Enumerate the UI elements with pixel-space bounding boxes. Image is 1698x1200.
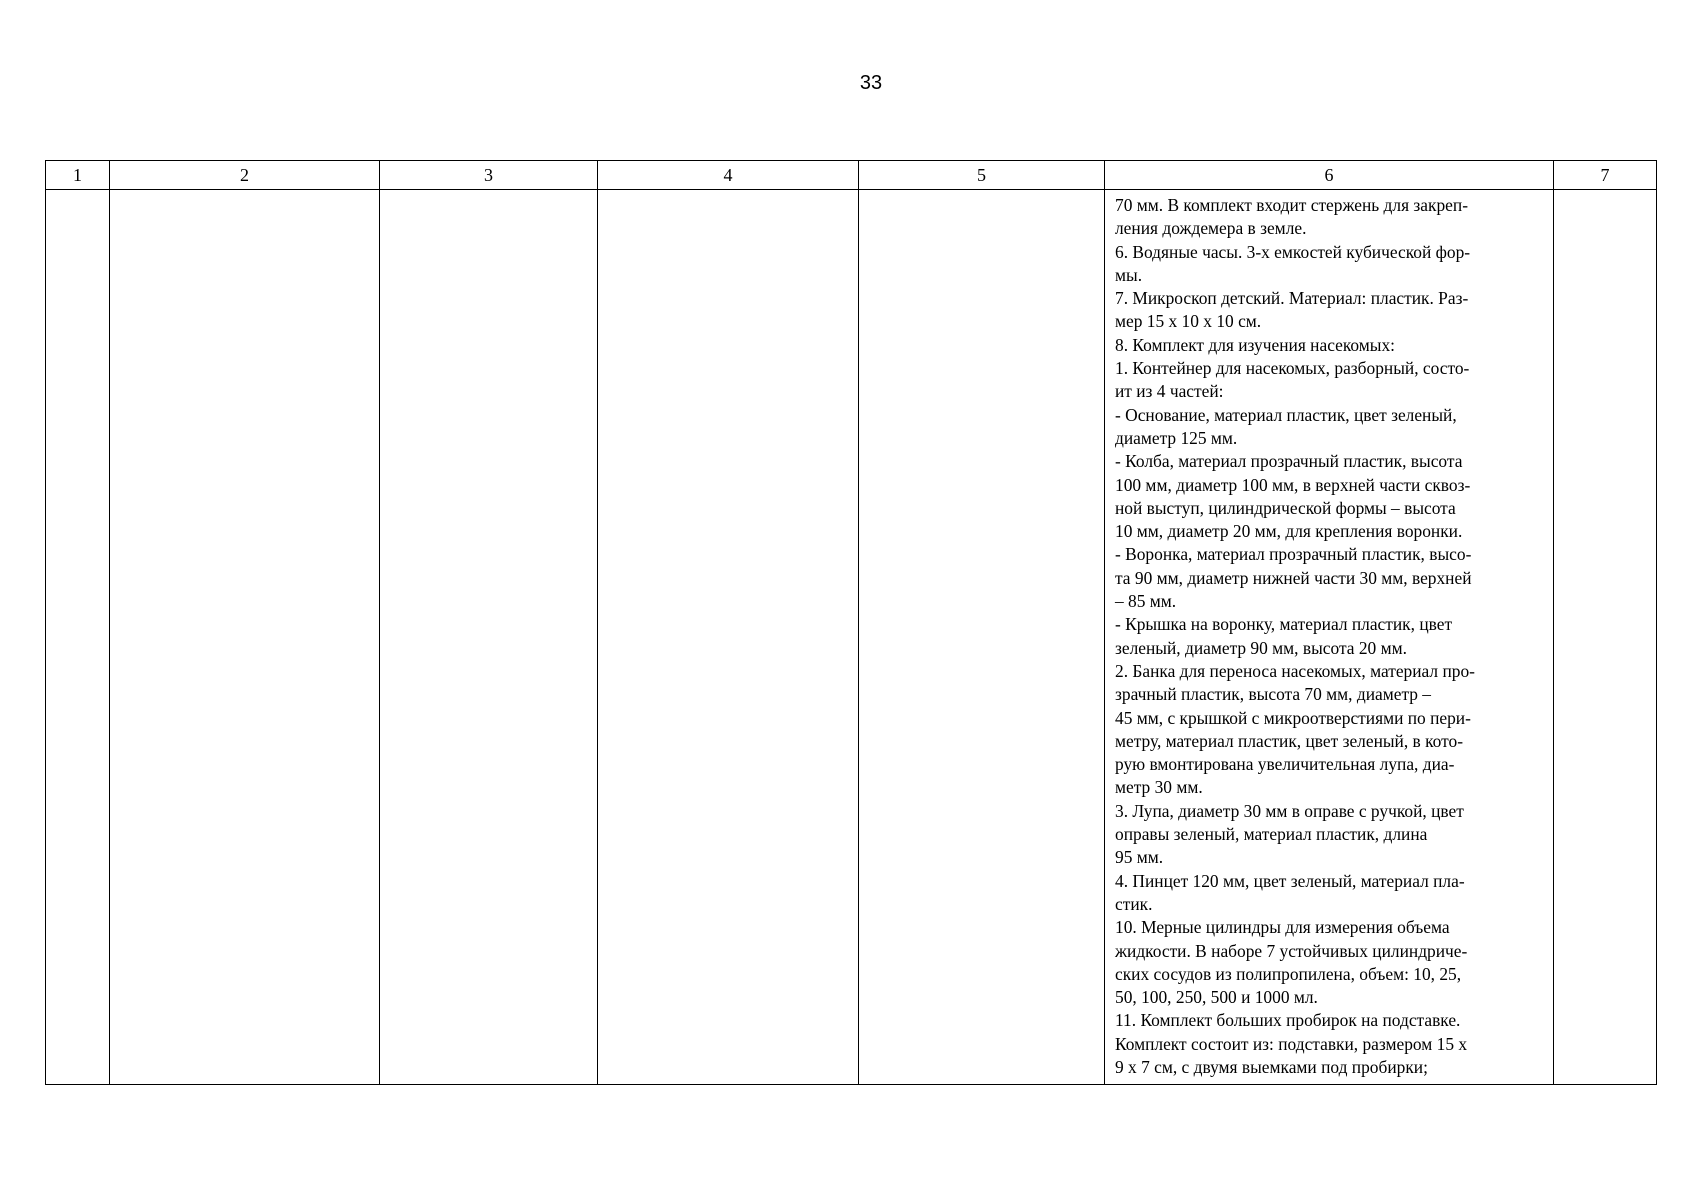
text-line: 45 мм, с крышкой с микроотверстиями по пери- [1115,707,1471,728]
text-line: – 85 мм. [1115,591,1177,612]
column-header-6: 6 [1105,161,1554,190]
cell-col-1 [46,190,110,1085]
text-line: ной выступ, цилиндрической формы – высота [1115,497,1456,518]
cell-col-7 [1554,190,1657,1085]
text-line: - Колба, материал прозрачный пластик, высота [1115,451,1463,472]
text-line: 11. Комплект больших пробирок на подставке. [1115,1010,1461,1031]
text-line: зрачный пластик, высота 70 мм, диаметр – [1115,684,1432,705]
table-header-row [46,161,1657,190]
text-line: мер 15 x 10 x 10 см. [1115,311,1262,332]
text-line: ления дождемера в земле. [1115,218,1307,239]
text-line: 70 мм. В комплект входит стержень для закреп- [1115,195,1468,215]
cell-col-4 [598,190,859,1085]
cell-col-5 [859,190,1105,1085]
text-line: 10. Мерные цилиндры для измерения объема [1115,917,1450,938]
text-line: стик. [1115,893,1153,914]
text-line: жидкости. В наборе 7 устойчивых цилиндриче- [1115,940,1468,961]
text-line: 10 мм, диаметр 20 мм, для крепления воронки. [1115,521,1463,542]
cell-col-6 [1105,190,1554,1085]
text-line: ских сосудов из полипропилена, объем: 10, 25, [1115,963,1462,984]
text-line: 6. Водяные часы. 3-х емкостей кубической фор- [1115,241,1471,262]
text-line: 2. Банка для переноса насекомых, материал про- [1115,660,1475,681]
text-line: та 90 мм, диаметр нижней части 30 мм, верхней [1115,567,1472,588]
text-line: Комплект состоит из: подставки, размером 15 x [1115,1033,1468,1054]
column-header-1: 1 [46,161,110,190]
text-line: ит из 4 частей: [1115,381,1224,402]
text-line: метр 30 мм. [1115,777,1203,798]
specification-table [45,160,1657,1085]
text-line: 50, 100, 250, 500 и 1000 мл. [1115,987,1318,1008]
text-line: 9 x 7 см, с двумя выемками под пробирки; [1115,1056,1428,1077]
text-line: 100 мм, диаметр 100 мм, в верхней части сквоз- [1115,474,1471,495]
text-line: 3. Лупа, диаметр 30 мм в оправе с ручкой, цвет [1115,800,1464,821]
column-header-5: 5 [859,161,1105,190]
cell-col-2 [110,190,380,1085]
cell-col-3 [380,190,598,1085]
text-line: зеленый, диаметр 90 мм, высота 20 мм. [1115,637,1407,658]
text-line: 4. Пинцет 120 мм, цвет зеленый, материал пла- [1115,870,1465,891]
text-line: - Основание, материал пластик, цвет зеленый, [1115,404,1457,425]
text-line: 95 мм. [1115,847,1164,868]
text-line: 7. Микроскоп детский. Материал: пластик. Раз- [1115,288,1469,309]
text-line: 8. Комплект для изучения насекомых: [1115,334,1395,355]
column-header-4: 4 [598,161,859,190]
column-header-2: 2 [110,161,380,190]
column-header-3: 3 [380,161,598,190]
item-description-text [1105,190,1553,1079]
text-line: рую вмонтирована увеличительная лупа, диа- [1115,754,1455,775]
text-line: мы. [1115,264,1143,285]
text-line: диаметр 125 мм. [1115,427,1238,448]
table-row [46,190,1657,1085]
text-line: 1. Контейнер для насекомых, разборный, состо- [1115,358,1470,379]
text-line: оправы зеленый, материал пластик, длина [1115,824,1428,845]
text-line: метру, материал пластик, цвет зеленый, в кото- [1115,730,1464,751]
text-line: - Крышка на воронку, материал пластик, цвет [1115,614,1453,635]
page-number: 33 [859,72,883,94]
column-header-7: 7 [1554,161,1657,190]
text-line: - Воронка, материал прозрачный пластик, высо- [1115,544,1472,565]
